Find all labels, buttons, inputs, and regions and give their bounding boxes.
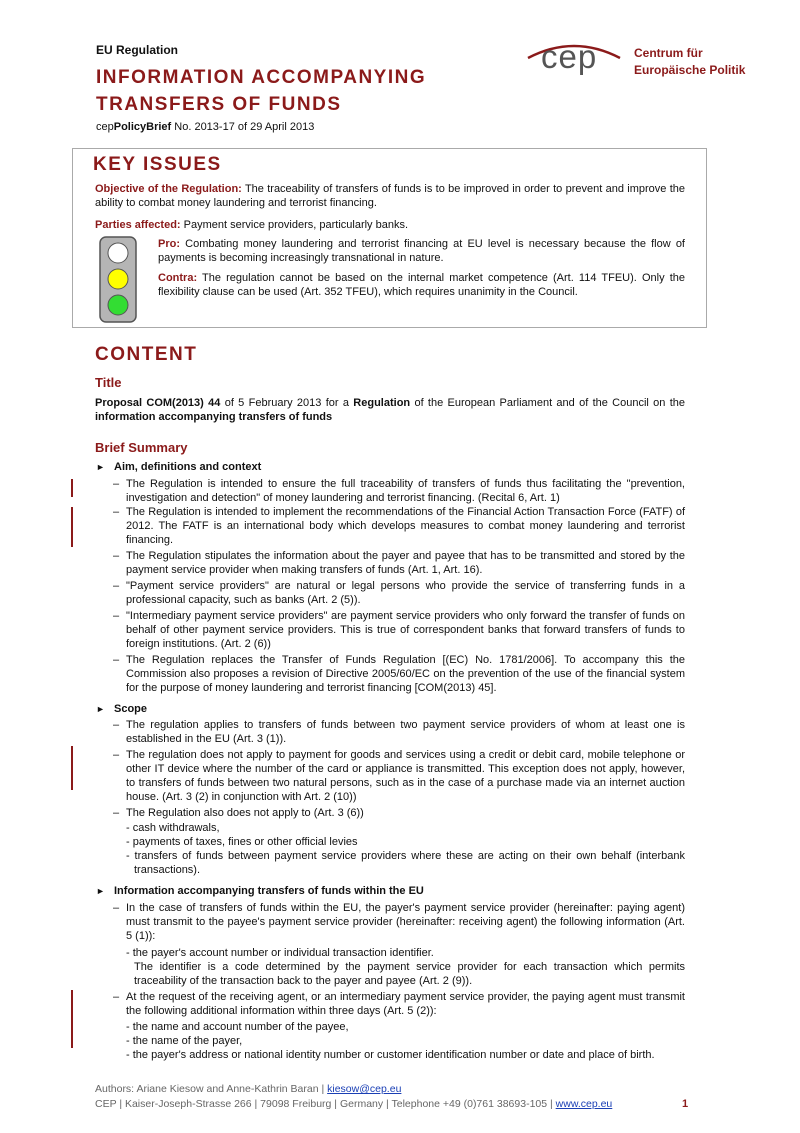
policy-brief-line (96, 121, 314, 133)
title-line-1: INFORMATION ACCOMPANYING (96, 67, 427, 88)
traffic-light-icon (99, 236, 139, 324)
list-item (113, 748, 685, 804)
proposal-regulation: Regulation (353, 397, 411, 409)
key-issues-title: KEY ISSUES (93, 154, 222, 175)
item-text: At the request of the receiving agent, or an intermediary payment service provider, the paying agent must transmit the following additional information within three days (Art. 5 (2)): (126, 991, 685, 1017)
brief-bold: PolicyBrief (113, 121, 172, 133)
list-item (113, 901, 685, 943)
logo-name (634, 45, 745, 79)
list-item (113, 806, 685, 820)
list-item (113, 718, 685, 746)
dash-icon: – (113, 580, 120, 592)
dash-icon: – (113, 719, 120, 731)
pro-paragraph (158, 237, 685, 265)
item-text: The regulation does not apply to payment for goods and services using a credit or debit card, mobile telephone or other IT device where the number of the card or appliance is transmitted. This exception does not apply, however, to transfers of funds between two natural persons, such as in the case of a purchase made via an internet auction house. (Art. 3 (2) in conjunction with Art. 2 (10)) (126, 749, 685, 803)
title-heading: Title (95, 375, 122, 390)
sub-list (126, 821, 685, 877)
sub-list (126, 946, 685, 988)
dash-icon: – (113, 991, 120, 1003)
section-scope (96, 703, 147, 715)
proposal-subject: information accompanying transfers of funds (95, 411, 333, 423)
section-arrow-icon: ► (96, 886, 105, 896)
section-title: Scope (114, 703, 148, 715)
proposal-ref: Proposal COM(2013) 44 (95, 397, 221, 409)
light-bottom (108, 295, 128, 315)
item-text: In the case of transfers of funds within the EU, the payer's payment service provider (hereinafter: paying agent) must transmit to the payee's payment service provider (hereinafter: receiving agent) the following information (Art. 5 (1)): (126, 902, 685, 942)
contra-label: Contra: (158, 272, 198, 284)
light-middle (108, 269, 128, 289)
list-item (113, 477, 685, 505)
objective-paragraph (95, 182, 685, 210)
dash-icon: – (113, 807, 120, 819)
author-email-link[interactable]: kiesow@cep.eu (327, 1083, 402, 1095)
logo-text: cep (541, 38, 598, 75)
logo-name-line-1: Centrum für (634, 46, 703, 60)
list-item (113, 505, 685, 547)
document-title (96, 64, 426, 118)
section-title: Information accompanying transfers of funds within the EU (114, 885, 424, 897)
authors-text: Authors: Ariane Kiesow and Anne-Kathrin Baran | (95, 1083, 328, 1095)
section-aim (96, 461, 261, 473)
page-number: 1 (682, 1098, 689, 1110)
proposal-text-2: of the European Parliament and of the Council on the (410, 397, 686, 409)
sub-item: - transfers of funds between payment service providers where these are acting on their own behalf (interbank transactions). (126, 850, 685, 876)
parties-text: Payment service providers, particularly banks. (180, 219, 409, 231)
list-item (113, 609, 685, 651)
revision-bar (71, 507, 73, 547)
title-line-2: TRANSFERS OF FUNDS (96, 94, 342, 115)
list-item (113, 579, 685, 607)
item-text: The Regulation is intended to ensure the full traceability of transfers of funds thus facilitating the "prevention, investigation and detection" of money laundering and terrorist financing. (Recital 6, Art. 1) (126, 478, 685, 504)
footer-authors (95, 1083, 401, 1095)
sub-item-note: The identifier is a code determined by the payment service provider for each transaction which permits traceability of the transaction back to the payer and payee (Art. 2 (9)). (134, 961, 685, 987)
cep-logo (524, 40, 764, 90)
pro-text: Combating money laundering and terrorist financing at EU level is necessary because the flow of payments is becoming increasingly transnational in nature. (158, 238, 685, 264)
dash-icon: – (113, 654, 120, 666)
document-category: EU Regulation (96, 43, 179, 57)
sub-list (126, 1020, 685, 1062)
dash-icon: – (113, 902, 120, 914)
list-item (113, 549, 685, 577)
dash-icon: – (113, 749, 120, 761)
parties-paragraph (95, 218, 685, 232)
item-text: The regulation applies to transfers of funds between two payment service providers of whom at least one is established in the EU (Art. 3 (1)). (126, 719, 685, 745)
sub-item: - payments of taxes, fines or other official levies (126, 836, 358, 848)
section-information (96, 885, 424, 897)
item-text: The Regulation is intended to implement the recommendations of the Financial Action Transaction Force (FATF) of 2012. The FATF is an international body which develops measures to combat money laundering and terrorist financing. (126, 506, 685, 546)
parties-label: Parties affected: (95, 219, 181, 231)
item-text: "Payment service providers" are natural or legal persons who provide the service of transferring funds in a professional capacity, such as banks (Art. 2 (5)). (126, 580, 685, 606)
sub-item: - the payer's address or national identity number or customer identification number or date and place of birth. (126, 1049, 655, 1061)
dash-icon: – (113, 478, 120, 490)
address-text: CEP | Kaiser-Joseph-Strasse 266 | 79098 Freiburg | Germany | Telephone +49 (0)761 38693-105 | (95, 1098, 556, 1110)
section-arrow-icon: ► (96, 462, 105, 472)
dash-icon: – (113, 610, 120, 622)
brief-summary-heading: Brief Summary (95, 440, 188, 455)
sub-item: - cash withdrawals, (126, 822, 220, 834)
item-text: The Regulation stipulates the information about the payer and payee that has to be transmitted and stored by the payment service provider when making transfers of funds (Art. 1, Art. 16). (126, 550, 685, 576)
website-link[interactable]: www.cep.eu (555, 1098, 613, 1110)
objective-label: Objective of the Regulation: (95, 183, 242, 195)
light-top (108, 243, 128, 263)
list-item (113, 653, 685, 695)
contra-text: The regulation cannot be based on the internal market competence (Art. 114 TFEU). Only the flexibility clause can be used (Art. 352 TFEU), which requires unanimity in the Council. (158, 272, 685, 298)
sub-item: - the name and account number of the payee, (126, 1021, 349, 1033)
revision-bar (71, 746, 73, 790)
sub-item: - the name of the payer, (126, 1035, 243, 1047)
sub-item: - the payer's account number or individual transaction identifier. (126, 947, 434, 959)
section-title: Aim, definitions and context (114, 461, 262, 473)
revision-bar (71, 479, 73, 497)
content-title: CONTENT (95, 344, 198, 365)
objective-text: The traceability of transfers of funds is to be improved in order to prevent and improve the ability to combat money laundering and terrorist financing. (95, 183, 685, 209)
brief-prefix: cep (96, 121, 114, 133)
footer-address (95, 1098, 612, 1110)
proposal-text-1: of 5 February 2013 for a (220, 397, 354, 409)
item-text: The Regulation also does not apply to (Art. 3 (6)) (126, 807, 364, 819)
contra-paragraph (158, 271, 685, 299)
revision-bar (71, 990, 73, 1048)
proposal-paragraph (95, 396, 685, 424)
logo-name-line-2: Europäische Politik (634, 63, 746, 77)
dash-icon: – (113, 506, 120, 518)
item-text: "Intermediary payment service providers" are payment service providers who only forward the transfer of funds on behalf of other payment service providers. This is true of correspondent banks that forward transfers of funds to foreign institutions. (Art. 2 (6)) (126, 610, 685, 650)
item-text: The Regulation replaces the Transfer of Funds Regulation [(EC) No. 1781/2006]. To accompany this the Commission also proposes a revision of Directive 2005/60/EC on the prevention of the use of the financial system for the purpose of money laundering and terrorist financing [COM(2013) 45]. (126, 654, 685, 694)
section-arrow-icon: ► (96, 704, 105, 714)
list-item (113, 990, 685, 1018)
pro-label: Pro: (158, 238, 180, 250)
dash-icon: – (113, 550, 120, 562)
brief-number: No. 2013-17 of 29 April 2013 (171, 121, 315, 133)
